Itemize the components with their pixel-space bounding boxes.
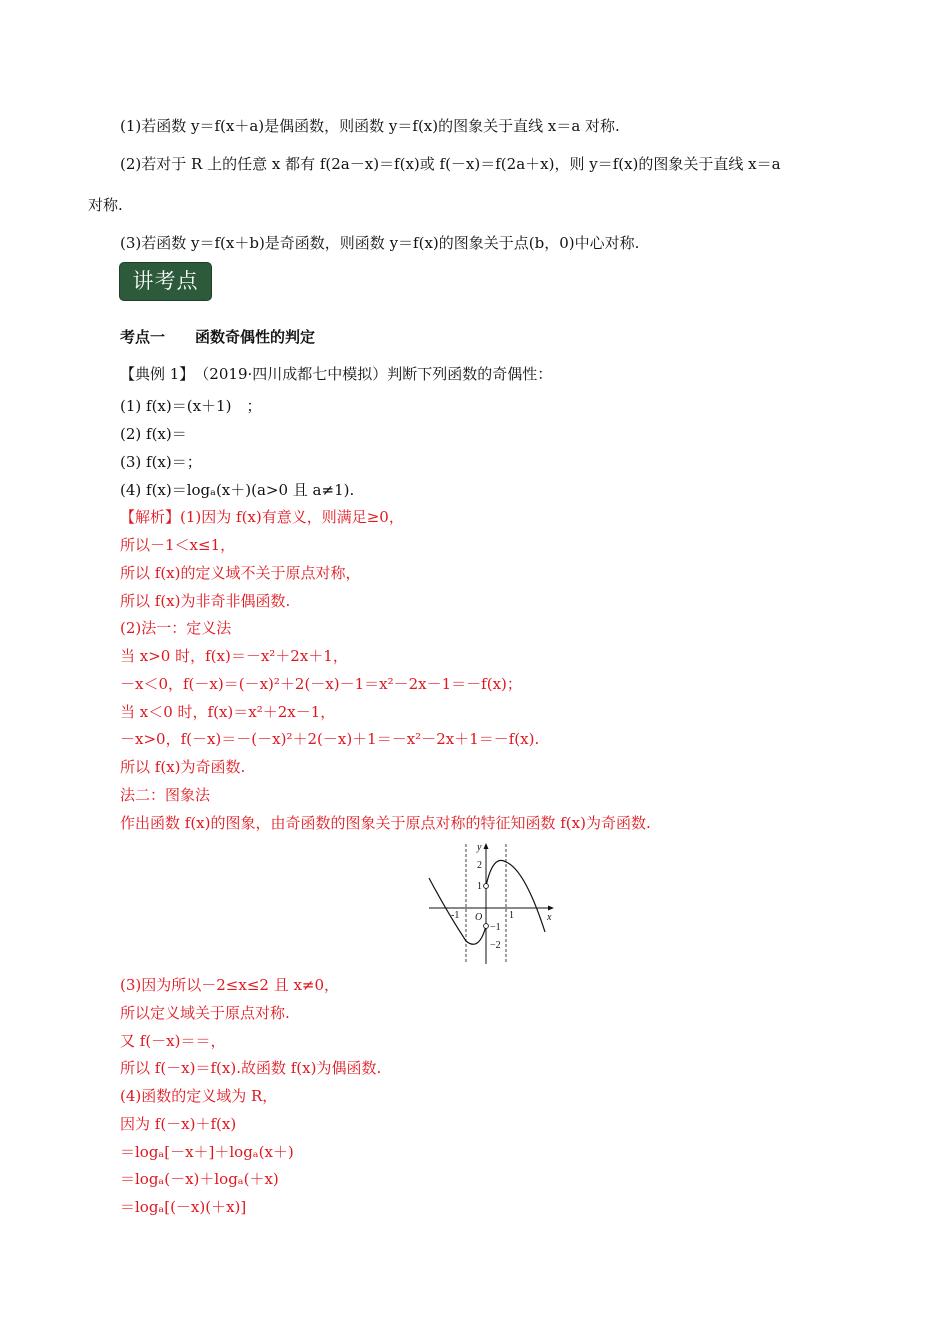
solution-line: (4)函数的定义域为 R， [120, 1087, 278, 1105]
solution-line: 所以 f(x)为奇函数. [120, 758, 246, 776]
x-axis-arrow [548, 906, 554, 911]
section-banner [120, 263, 211, 300]
tick-y-neg2: −2 [490, 940, 501, 951]
solution-line: (3)因为所以－2≤x≤2 且 x≠0， [120, 976, 340, 994]
solution-line: 所以 f(x)的定义域不关于原点对称， [120, 564, 361, 582]
solution-line: 又 f(－x)＝＝， [120, 1032, 226, 1050]
solution-line: 所以 f(－x)＝f(x).故函数 f(x)为偶函数. [120, 1059, 382, 1077]
solution-line: 所以定义域关于原点对称. [120, 1004, 290, 1022]
intro-line-3: (3)若函数 y＝f(x＋b)是奇函数，则函数 y＝f(x)的图象关于点(b，0)中心对称. [120, 234, 640, 252]
solution-line: 【解析】(1)因为 f(x)有意义，则满足≥0， [120, 508, 404, 526]
solution-line: 当 x＜0 时，f(x)＝x²＋2x－1， [120, 703, 336, 721]
intro-line-2b: 对称. [88, 196, 123, 214]
solution-line: 因为 f(－x)＋f(x) [120, 1115, 237, 1133]
banner-label: 讲考点 [132, 269, 199, 293]
x-axis-label: x [547, 912, 552, 923]
intro-line-1: (1)若函数 y＝f(x＋a)是偶函数，则函数 y＝f(x)的图象关于直线 x＝a 对称. [120, 117, 620, 135]
solution-line: ＝logₐ[(－x)(＋x)] [120, 1198, 247, 1216]
tick-y-neg1: −1 [490, 922, 501, 933]
open-point-1 [484, 884, 489, 889]
solution-line: 所以 f(x)为非奇非偶函数. [120, 592, 291, 610]
solution-line: －x＜0，f(－x)＝(－x)²＋2(－x)－1＝x²－2x－1＝－f(x)； [120, 675, 522, 693]
tick-y-1: 1 [477, 881, 482, 892]
function-graph [427, 840, 559, 966]
tick-x-1: 1 [509, 910, 514, 921]
example-item-3: (3) f(x)＝； [120, 453, 202, 471]
tick-y-2: 2 [477, 860, 482, 871]
origin-label: O [475, 912, 483, 923]
solution-line: ＝logₐ[－x＋]＋logₐ(x＋) [120, 1143, 294, 1161]
solution-line: (2)法一：定义法 [120, 619, 232, 637]
example-item-1: (1) f(x)＝(x＋1) ； [120, 397, 262, 415]
tick-x-neg1: -1 [451, 910, 460, 921]
intro-line-2a: (2)若对于 R 上的任意 x 都有 f(2a－x)＝f(x)或 f(－x)＝f(2a＋x)，则 y＝f(x)的图象关于直线 x＝a [120, 155, 781, 173]
solution-line: ＝logₐ(－x)＋logₐ(＋x) [120, 1170, 279, 1188]
example-heading: 【典例 1】 （2019·四川成都七中模拟）判断下列函数的奇偶性： [120, 365, 553, 383]
solution-line: 法二：图象法 [120, 786, 211, 804]
solution-line: 作出函数 f(x)的图象，由奇函数的图象关于原点对称的特征知函数 f(x)为奇函数. [120, 814, 651, 832]
section-title: 考点一 函数奇偶性的判定 [120, 328, 316, 346]
example-item-4: (4) f(x)＝logₐ(x＋)(a>0 且 a≠1). [120, 481, 355, 499]
open-point-neg1 [484, 924, 489, 929]
example-item-2: (2) f(x)＝ [120, 425, 187, 443]
y-axis-label: y [477, 842, 482, 853]
solution-line: 当 x>0 时，f(x)＝－x²＋2x＋1， [120, 647, 348, 665]
solution-line: －x>0，f(－x)＝－(－x)²＋2(－x)＋1＝－x²－2x＋1＝－f(x). [120, 730, 540, 748]
y-axis-arrow [484, 843, 489, 849]
solution-line: 所以－1＜x≤1， [120, 536, 236, 554]
